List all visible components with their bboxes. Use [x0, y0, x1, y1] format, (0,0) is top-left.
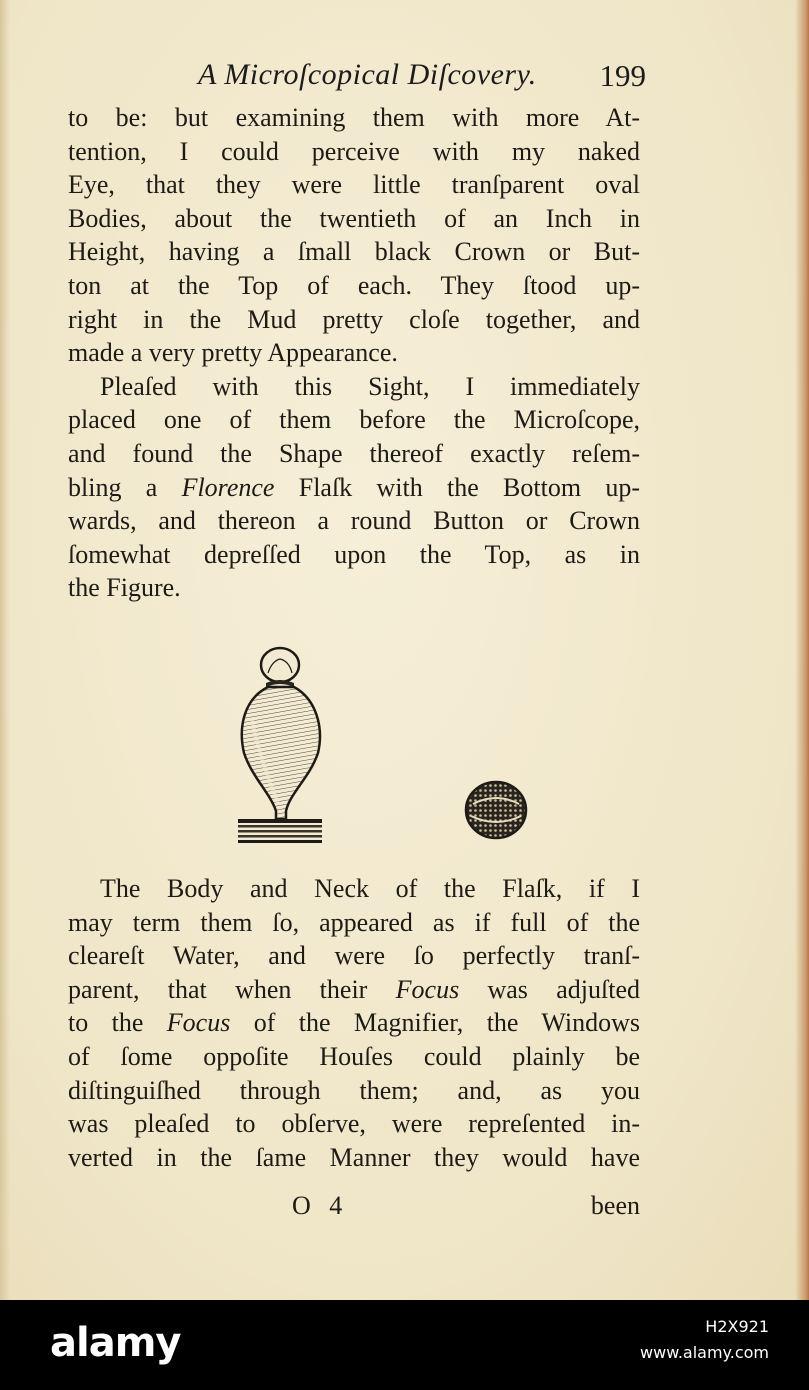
text-line: and found the Shape thereof exactly reſem-: [68, 438, 640, 468]
round-crown-icon: [463, 778, 529, 842]
text-line: ton at the Top of each. They ſtood up-: [68, 270, 640, 300]
text-line: Eye, that they were little tranſparent oval: [68, 170, 640, 200]
text-line: ſomewhat depreſſed upon the Top, as in: [68, 539, 640, 569]
text-run: of the Magnifier, the Windows: [230, 1008, 640, 1038]
text-line: diſtinguiſhed through them; and, as you: [68, 1075, 640, 1105]
text-run: Flaſk with the Bottom up-: [274, 472, 640, 502]
page-footer-line: [68, 1191, 640, 1225]
image-id: H2X921: [705, 1317, 769, 1336]
page-header: [190, 58, 660, 98]
text-line: verted in the ſame Manner they would have: [68, 1142, 640, 1172]
text-line: was pleaſed to obſerve, were repreſented in-: [68, 1109, 640, 1139]
paragraph-text: [68, 872, 640, 1174]
italic-word-focus: Focus: [395, 974, 460, 1004]
running-head: A Microſcopical Diſcovery.: [198, 58, 537, 91]
text-line: The Body and Neck of the Flaſk, if I: [100, 874, 640, 903]
text-line: to be: but examining them with more At-: [68, 103, 640, 132]
text-line: made a very pretty Appearance.: [68, 338, 398, 368]
image-credit: [640, 1314, 769, 1366]
text-line: Height, having a ſmall black Crown or But-: [68, 237, 640, 267]
page-number: 199: [599, 58, 646, 93]
text-line: cleareſt Water, and were ſo perfectly tranſ-: [68, 941, 640, 971]
text-line: Pleaſed with this Sight, I immediately: [100, 371, 640, 401]
text-line: [68, 1006, 640, 1040]
signature-mark: O 4: [292, 1191, 349, 1220]
catchword: been: [590, 1191, 640, 1220]
florence-flask-icon: [232, 643, 328, 845]
text-run: to the: [68, 1008, 167, 1038]
page-right-edge: [795, 0, 809, 1300]
text-run: parent, that when their: [68, 974, 396, 1004]
text-line: the Figure.: [68, 573, 181, 603]
text-line: tention, I could perceive with my naked: [68, 136, 640, 166]
text-line: may term them ſo, appeared as if full of the: [68, 907, 640, 937]
text-line: placed one of them before the Microſcope,: [68, 405, 640, 435]
italic-word-florence: Florence: [181, 472, 275, 502]
text-line: [68, 973, 640, 1007]
text-run: bling a: [68, 472, 182, 502]
text-line: [68, 471, 640, 505]
text-line: right in the Mud pretty cloſe together, and: [68, 304, 640, 334]
alamy-logo: alamy: [50, 1320, 181, 1366]
italic-word-focus: Focus: [166, 1008, 231, 1038]
paragraph-text: [68, 101, 640, 605]
stock-watermark-bar: [0, 1300, 809, 1390]
page-left-edge: [0, 0, 10, 1300]
text-line: wards, and thereon a round Button or Crown: [68, 506, 640, 536]
text-run: was adjuſted: [459, 974, 640, 1004]
text-line: of ſome oppoſite Houſes could plainly be: [68, 1041, 640, 1071]
text-line: Bodies, about the twentieth of an Inch in: [68, 203, 640, 233]
site-url: www.alamy.com: [640, 1343, 769, 1362]
